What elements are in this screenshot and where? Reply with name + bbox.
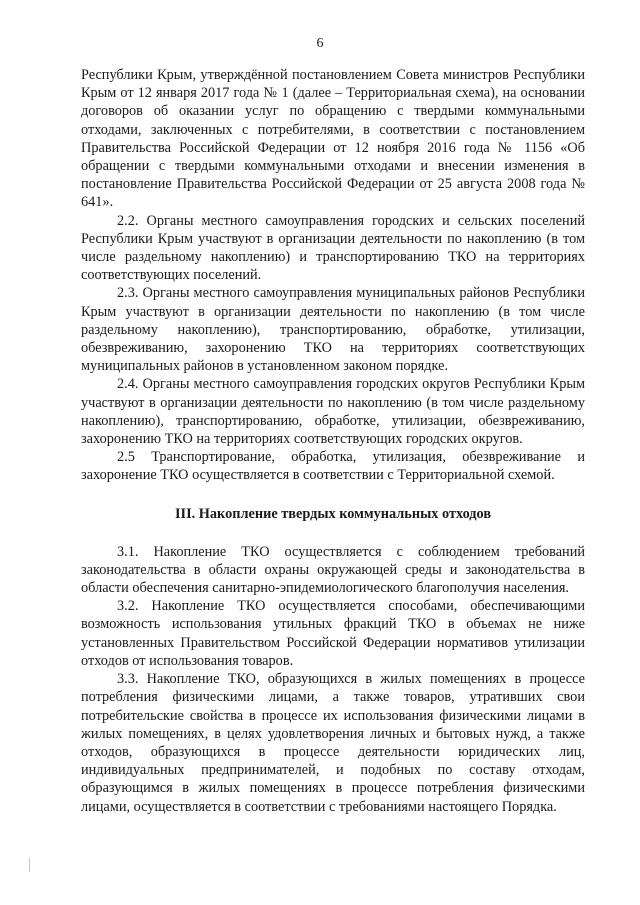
paragraph-2-5: 2.5 Транспортирование, обработка, утилизация, обезвреживание и захоронение ТКО осуществляется в соответствии с Территориальной схемой. bbox=[81, 449, 585, 484]
paragraph-2-4: 2.4. Органы местного самоуправления городских округов Республики Крым участвуют в организации деятельности по накоплению (в том числе раздельному накоплению), транспортированию, обработке, утилизации, обезвреживанию, захоронению ТКО на территориях соответствующих городских округов. bbox=[81, 376, 585, 448]
paragraph-3-2: 3.2. Накопление ТКО осуществляется способами, обеспечивающими возможность использования утильных фракций ТКО в объемах не ниже установленных Правительством Российской Федерации нормативов утилизации отходов от использования товаров. bbox=[81, 598, 585, 669]
paragraph-2-2: 2.2. Органы местного самоуправления городских и сельских поселений Республики Крым участвуют в организации деятельности по накоплению (в том числе раздельному накоплению) и транспортированию ТКО на территориях соответствующих поселений. bbox=[81, 212, 585, 284]
paragraph-3-1: 3.1. Накопление ТКО осуществляется с соблюдением требований законодательства в области охраны окружающей среды и законодательства в области обеспечения санитарно-эпидемиологического благополучия населения. bbox=[81, 543, 585, 597]
document-body bbox=[81, 66, 585, 816]
paragraph-3-3: 3.3. Накопление ТКО, образующихся в жилых помещениях в процессе потребления физическими лицами, а также товаров, утративших свои потребительские свойства в процессе их использования физическими лицами в жилых помещениях, в целях удовлетворения личных и бытовых нужд, а также отходов, образующихся в процессе деятельности юридических лиц, индивидуальных предпринимателей, и подобных по составу отходам, образующимся в жилых помещениях в процессе потребления физическими лицами, осуществляется в соответствии с требованиями настоящего Порядка. bbox=[81, 671, 585, 815]
page-number: 6 bbox=[316, 36, 324, 51]
section-3-heading: III. Накопление твердых коммунальных отходов bbox=[174, 505, 492, 522]
paragraph-continuation: Республики Крым, утверждённой постановлением Совета министров Республики Крым от 12 января 2017 года № 1 (далее – Территориальная схема), на основании договоров об оказании услуг по обращению с твердыми коммунальными отходами, заключенных с потребителями, в соответствии с постановлением Правительства Российской Федерации от 12 ноября 2016 года № 1156 «Об обращении с твердыми коммунальными отходами и внесении изменения в постановление Правительства Российской Федерации от 25 августа 2008 года № 641». bbox=[81, 67, 585, 211]
paragraph-2-3: 2.3. Органы местного самоуправления муниципальных районов Республики Крым участвуют в организации деятельности по накоплению (в том числе раздельному накоплению), транспортированию, обработке, утилизации, обезвреживанию, захоронению ТКО на территориях соответствующих муниципальных районов в установленном законом порядке. bbox=[81, 285, 585, 375]
scan-margin-mark bbox=[29, 858, 30, 872]
